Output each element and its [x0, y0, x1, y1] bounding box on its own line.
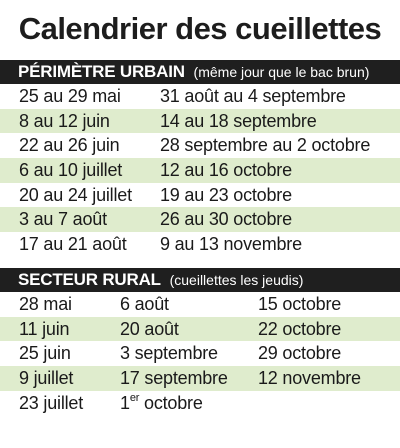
rural-section-header [0, 268, 400, 292]
table-row [0, 292, 400, 317]
table-row [0, 207, 400, 232]
table-row [0, 133, 400, 158]
date-cell: 31 août au 4 septembre [160, 86, 346, 106]
date-cell: 28 septembre au 2 octobre [160, 135, 371, 156]
date-cell: 11 juin [19, 318, 70, 339]
date-cell: 23 juillet [19, 392, 84, 413]
date-cell: 3 au 7 août [19, 209, 107, 230]
rural-header-title: SECTEUR RURAL [18, 269, 161, 289]
table-row [0, 317, 400, 342]
date-cell: 20 août [120, 318, 179, 339]
date-cell: 17 au 21 août [19, 234, 127, 255]
date-cell: 26 au 30 octobre [160, 209, 292, 230]
rural-dates-table [0, 292, 400, 415]
date-cell: 29 octobre [258, 343, 342, 364]
date-cell: 8 au 12 juin [19, 110, 110, 131]
table-row [0, 341, 400, 366]
date-cell: 6 août [120, 293, 169, 314]
date-cell: 9 au 13 novembre [160, 234, 302, 255]
table-row [0, 366, 400, 391]
date-cell: 17 septembre [120, 367, 228, 388]
section-gap [0, 257, 400, 268]
date-cell: 20 au 24 juillet [19, 184, 132, 205]
date-cell: 25 juin [19, 343, 71, 364]
urban-header-title: PÉRIMÈTRE URBAIN [18, 62, 185, 81]
urban-dates-table [0, 84, 400, 257]
date-cell: 9 juillet [19, 367, 74, 388]
urban-header-note: (même jour que le bac brun) [193, 64, 370, 80]
table-row [0, 391, 400, 416]
calendar-title: Calendrier des cueillettes [18, 11, 382, 46]
table-row [0, 232, 400, 257]
date-cell: 28 mai [19, 293, 72, 314]
date-cell: 14 au 18 septembre [160, 110, 317, 131]
table-row [0, 183, 400, 208]
table-row [0, 84, 400, 109]
date-cell: 12 au 16 octobre [160, 160, 292, 181]
date-cell: 3 septembre [120, 343, 218, 364]
table-row [0, 158, 400, 183]
urban-section-header [0, 60, 400, 84]
table-row [0, 109, 400, 134]
date-cell: 15 octobre [258, 293, 342, 314]
date-cell: 25 au 29 mai [19, 86, 121, 106]
rural-header-note: (cueillettes les jeudis) [169, 271, 304, 288]
date-cell: 22 octobre [258, 318, 342, 339]
date-cell: 22 au 26 juin [19, 135, 120, 156]
date-cell: 12 novembre [258, 367, 361, 388]
date-cell: 19 au 23 octobre [160, 184, 292, 205]
date-cell: 1er octobre [120, 391, 203, 413]
date-cell: 6 au 10 juillet [19, 160, 123, 181]
